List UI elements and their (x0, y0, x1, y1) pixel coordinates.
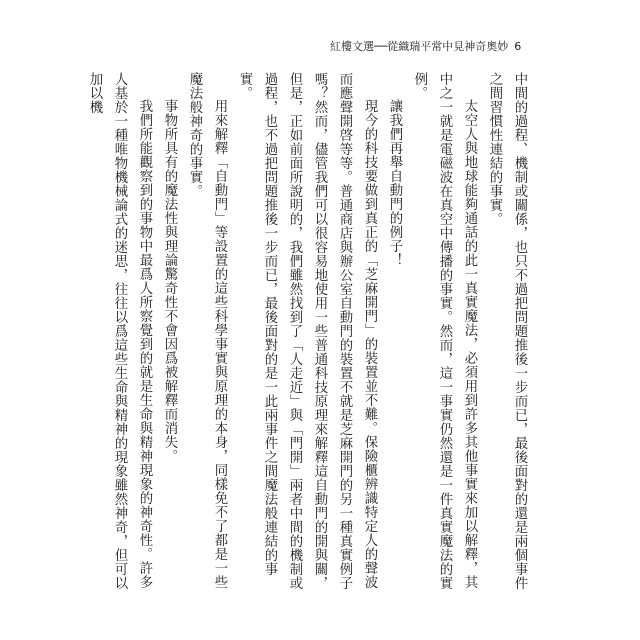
paragraph: 用來解釋「自動門」等設置的這些科學事實與原理的本身，同樣免不了都是一些魔法般神奇的事實。 (187, 72, 227, 589)
paragraph: 我們所能觀察到的事物中最爲人所察覺到的就是生命與精神現象的神奇性。許多人基於一種唯物機械論式的迷思，往往以爲這些生命與精神的現象雖然神奇，但可以加以機 (87, 72, 152, 590)
paragraph: 中間的過程、機制或關係，也只不過把問題推後一步而已，最後面對的還是兩個事件之間習慣性連結的事實。 (487, 72, 527, 590)
page-number: 6 (514, 40, 522, 53)
running-header (330, 40, 522, 54)
header-title: 紅樓文選──從織瑞平常中見神奇奧妙 (330, 40, 509, 53)
paragraph: 讓我們再舉自動門的例子！ (387, 98, 402, 267)
paragraph: 現今的科技要做到真正的「芝麻開門」的裝置並不難。保險櫃辨識特定人的聲波而應聲開啓等等。普通商店與辦公室自動門的裝置不就是芝麻開門的另一種真實例子嗎？然而，儘管我們可以很容易地使用一些普通科技原理來解釋這自動門的開與關，但是，正如前面所說明的，我們雖然找到了「人走近」與「門開」兩者中間的機制或過程，也不過把問題推後一步而已，最後面對的是一此兩事件之間魔法般連結的事實。 (237, 72, 377, 590)
paragraph: 太空人與地球能夠通話的此一真實魔法，必須用到許多其他事實來加以解釋，其中之一就是電磁波在真空中傳播的事實。然而，這一事實仍然還是一件真實魔法的實例。 (412, 72, 477, 590)
paragraph: 事物所具有的魔法性與理論驚奇性不會因爲被解釋而消失。 (162, 98, 177, 463)
vertical-text-body (87, 72, 532, 592)
